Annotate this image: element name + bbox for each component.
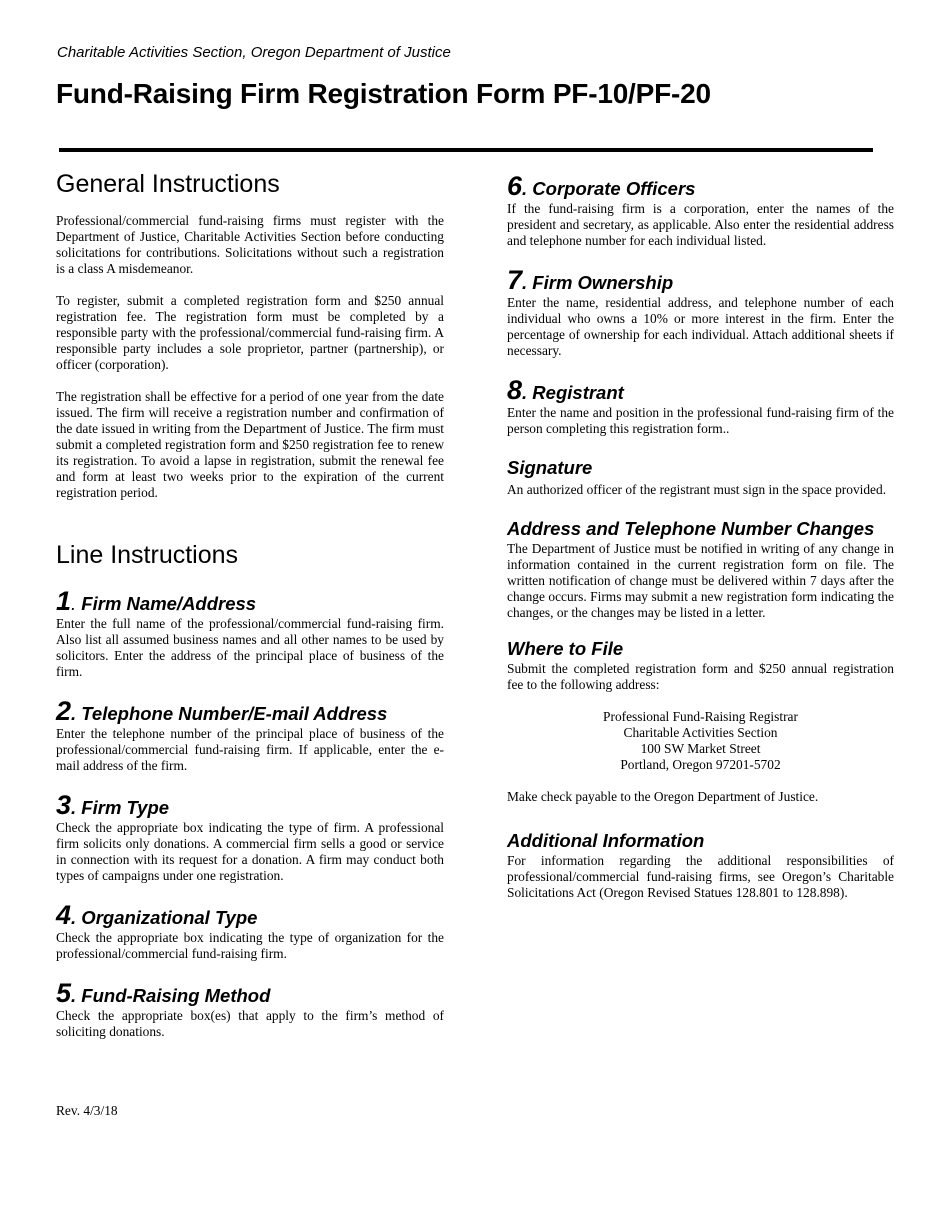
- changes-heading: Address and Telephone Number Changes: [507, 518, 875, 539]
- general-paragraph-2: To register, submit a completed registration form and $250 annual registration fee. The registration form must be completed by a responsible party with the professional/commercial fund-raising firm. A responsible party includes a sole proprietor, partner (partnership), or officer (corporation).: [56, 293, 444, 372]
- additional-info-text: For information regarding the additional responsibilities of professional/commercial fund-raising firms, see Oregon’s Charitable Solicitations Act (Oregon Revised Statues 128.801 to 128.898).: [507, 853, 894, 900]
- line-item-3: [56, 790, 444, 884]
- changes-text: The Department of Justice must be notified in writing of any change in information contained in the current registration form on file. The written notification of change must be delivered within 7 days after the change occurs. Firms may submit a new registration form indicating the changes, or the changes may be listed in a letter.: [507, 541, 894, 620]
- line-item-7-heading: 7. Firm Ownership: [507, 265, 674, 295]
- line-item-8-text: Enter the name and position in the professional fund-raising firm of the person completing this registration form..: [507, 405, 894, 436]
- additional-info-heading: Additional Information: [507, 830, 705, 851]
- line-item-4-heading: 4. Organizational Type: [56, 900, 258, 930]
- revision-date: Rev. 4/3/18: [56, 1103, 118, 1118]
- line-item-6: [507, 171, 894, 249]
- agency-subtitle: Charitable Activities Section, Oregon Department of Justice: [57, 44, 451, 61]
- general-paragraph-3: The registration shall be effective for a period of one year from the date issued. The firm will receive a registration number and confirmation of the date issued in writing from the Department of Justice. The firm must submit a completed registration form and $250 registration fee to renew its registration. To avoid a lapse in registration, submit the renewal fee and form at least two weeks prior to the expiration of the current registration period.: [56, 389, 444, 500]
- line-item-8: [507, 375, 894, 437]
- signature-text: An authorized officer of the registrant must sign in the space provided.: [507, 482, 887, 497]
- line-item-4: [56, 900, 444, 962]
- line-item-4-text: Check the appropriate box indicating the type of organization for the professional/commercial fund-raising firm.: [56, 930, 444, 961]
- line-item-6-text: If the fund-raising firm is a corporation, enter the names of the president and secretary, as applicable. Also enter the residential address and telephone number for each individual listed.: [507, 201, 894, 248]
- general-paragraph-1: Professional/commercial fund-raising firms must register with the Department of Justice, Charitable Activities Section before conducting solicitations for contributions. Solicitations without such a registration is a class A misdemeanor.: [56, 213, 444, 276]
- line-instructions-heading: Line Instructions: [56, 541, 239, 569]
- address-line-1: Professional Fund-Raising Registrar: [603, 709, 798, 724]
- address-line-4: Portland, Oregon 97201-5702: [620, 757, 781, 772]
- mailing-address: [507, 709, 894, 773]
- line-item-5: [56, 978, 444, 1040]
- right-column: [507, 171, 894, 901]
- left-column: [56, 168, 444, 1040]
- line-item-3-heading: 3. Firm Type: [56, 790, 170, 820]
- line-item-3-text: Check the appropriate box indicating the type of firm. A professional firm solicits only donations. A commercial firm sells a good or service in connection with its request for a donation. A firm may conduct both types of campaigns under one registration.: [56, 820, 444, 883]
- header-divider: [59, 148, 873, 152]
- line-item-1-text: Enter the full name of the professional/commercial fund-raising firm. Also list all assumed business names and all other names to be used by solicitors. Enter the address of the principal place of business of the firm.: [56, 616, 444, 679]
- line-item-1-heading: 1. Firm Name/Address: [56, 586, 257, 616]
- line-item-5-heading: 5. Fund-Raising Method: [56, 978, 271, 1008]
- line-item-2-heading: 2. Telephone Number/E-mail Address: [56, 696, 388, 726]
- line-item-2-text: Enter the telephone number of the principal place of business of the professional/commercial fund-raising firm. If applicable, enter the e-mail address of the firm.: [56, 726, 444, 773]
- where-to-file-text: Submit the completed registration form and $250 annual registration fee to the following address:: [507, 661, 894, 692]
- address-line-3: 100 SW Market Street: [640, 741, 761, 756]
- line-item-7-text: Enter the name, residential address, and telephone number of each individual who owns a 10% or more interest in the firm. Enter the percentage of ownership for each individual. Attach additional sheets if necessary.: [507, 295, 894, 358]
- line-item-7: [507, 265, 894, 359]
- page-title: Fund-Raising Firm Registration Form PF-10/PF-20: [56, 78, 711, 109]
- changes-section: [507, 517, 894, 621]
- signature-section: [507, 456, 894, 498]
- line-item-5-text: Check the appropriate box(es) that apply to the firm’s method of soliciting donations.: [56, 1008, 444, 1039]
- general-instructions-heading: General Instructions: [56, 170, 280, 198]
- line-item-1: [56, 586, 444, 680]
- additional-info-section: [507, 829, 894, 901]
- where-to-file-section: [507, 637, 894, 805]
- signature-heading: Signature: [507, 457, 593, 478]
- address-line-2: Charitable Activities Section: [623, 725, 778, 740]
- line-item-8-heading: 8. Registrant: [507, 375, 624, 405]
- line-item-6-heading: 6. Corporate Officers: [507, 171, 696, 201]
- check-payable-text: Make check payable to the Oregon Department of Justice.: [507, 789, 819, 804]
- line-item-2: [56, 696, 444, 774]
- where-to-file-heading: Where to File: [507, 638, 624, 659]
